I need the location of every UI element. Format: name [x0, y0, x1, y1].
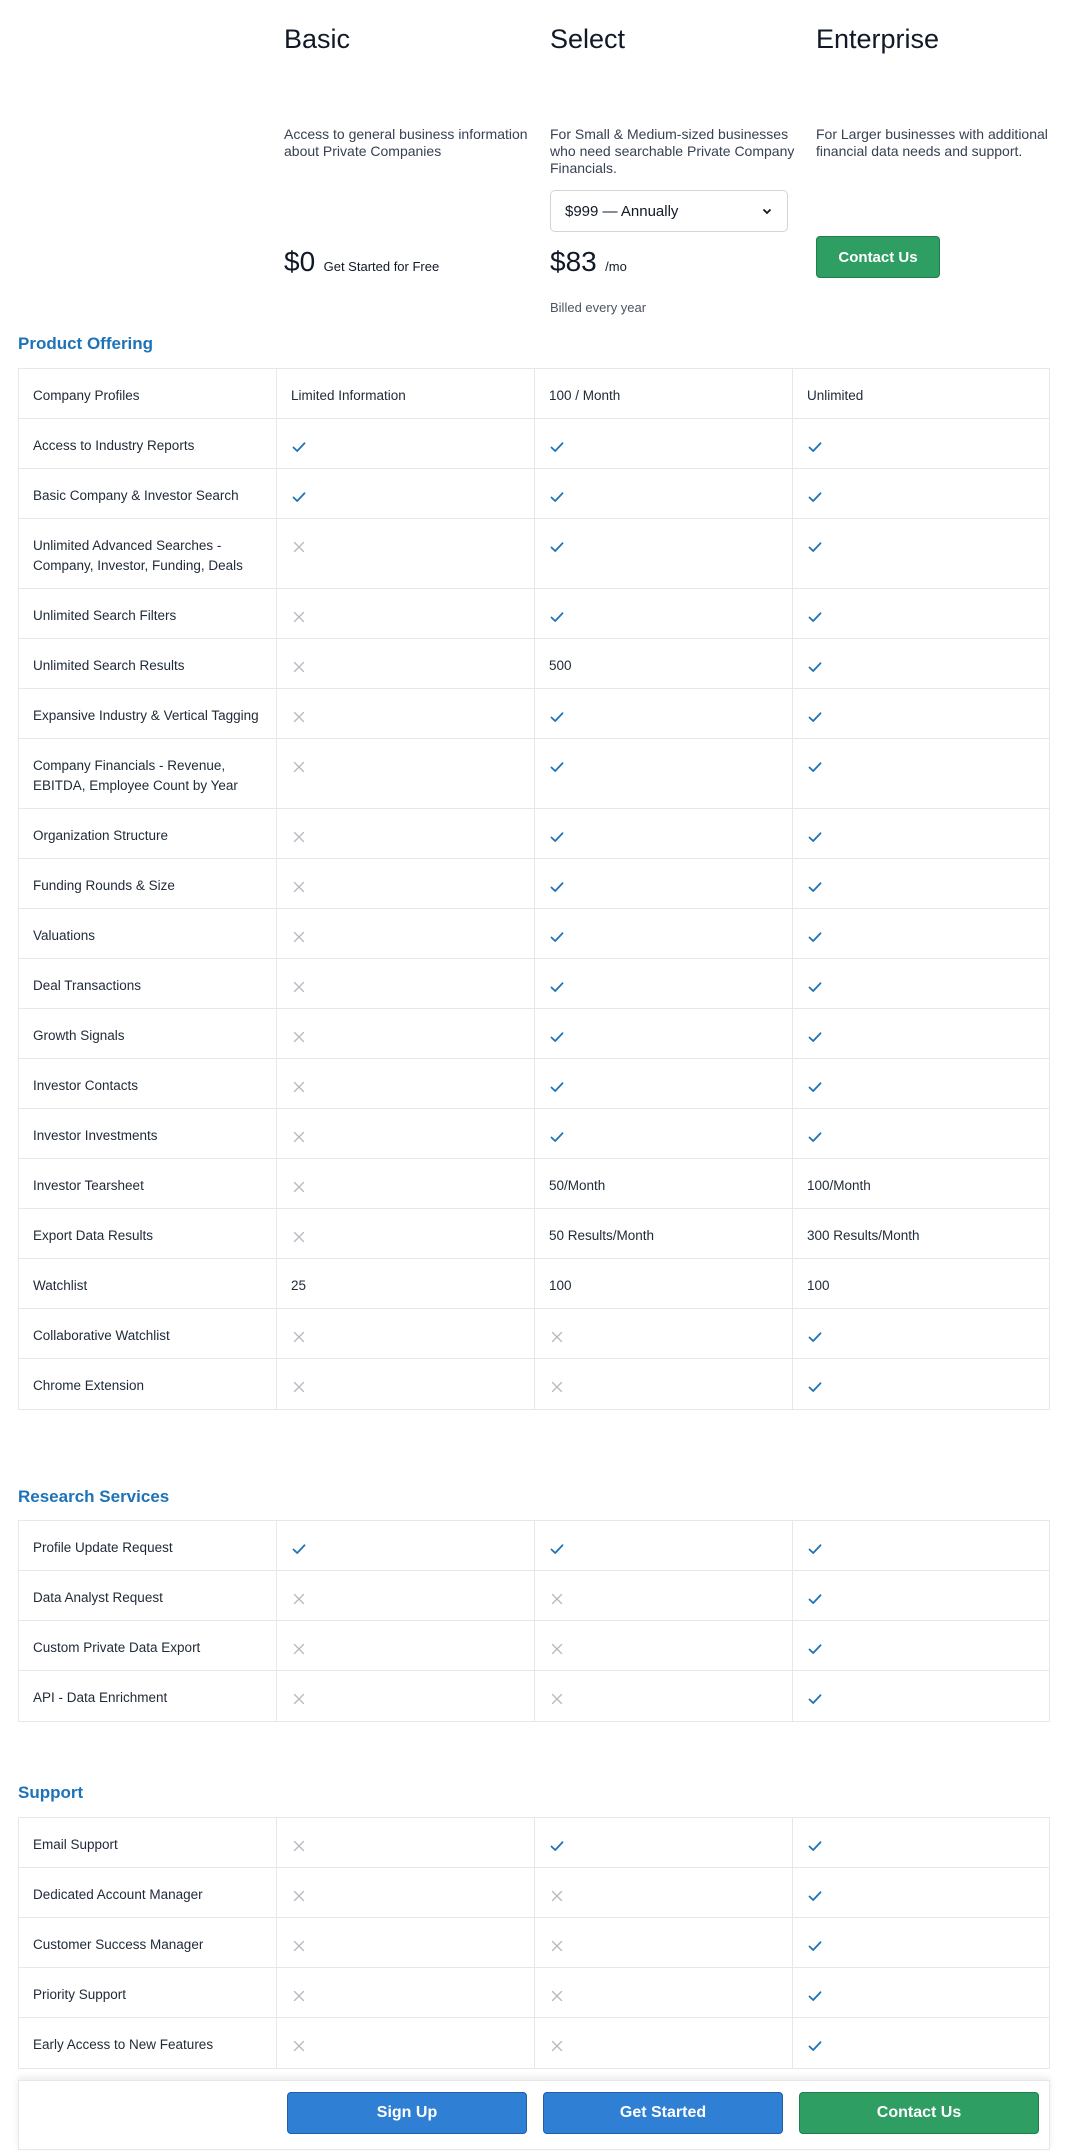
feature-value: 50 Results/Month: [535, 1209, 793, 1258]
feature-name: Valuations: [19, 909, 277, 958]
cross-icon: [549, 2038, 565, 2054]
feature-name: Funding Rounds & Size: [19, 859, 277, 908]
cross-icon: [291, 1938, 307, 1954]
included-cell: [535, 589, 793, 638]
check-icon: [807, 1541, 823, 1557]
table-row: [19, 419, 1049, 469]
included-cell: [793, 1309, 1049, 1358]
table-row: [19, 1571, 1049, 1621]
section-title-support: Support: [18, 1783, 84, 1802]
check-icon: [807, 1591, 823, 1607]
check-icon: [291, 489, 307, 505]
price-suffix-basic: Get Started for Free: [323, 259, 440, 274]
check-icon: [807, 2038, 823, 2054]
not-included-cell: [277, 1571, 535, 1620]
check-icon: [291, 439, 307, 455]
feature-name: Priority Support: [19, 1968, 277, 2017]
included-cell: [535, 689, 793, 738]
table-row: [19, 519, 1049, 589]
feature-name: Growth Signals: [19, 1009, 277, 1058]
not-included-cell: [277, 1818, 535, 1867]
not-included-cell: [535, 1868, 793, 1917]
feature-name: Watchlist: [19, 1259, 277, 1308]
included-cell: [793, 859, 1049, 908]
not-included-cell: [535, 1621, 793, 1670]
included-cell: [535, 1009, 793, 1058]
feature-name: Investor Investments: [19, 1109, 277, 1158]
cross-icon: [291, 929, 307, 945]
cross-icon: [291, 879, 307, 895]
check-icon: [549, 879, 565, 895]
cross-icon: [291, 2038, 307, 2054]
not-included-cell: [277, 1209, 535, 1258]
plan-description-enterprise: For Larger businesses with additional financial data needs and support.: [816, 126, 1048, 159]
cross-icon: [291, 709, 307, 725]
included-cell: [793, 519, 1049, 588]
table-row: [19, 589, 1049, 639]
included-cell: [793, 419, 1049, 468]
included-cell: [793, 1968, 1049, 2017]
check-icon: [807, 879, 823, 895]
included-cell: [535, 519, 793, 588]
plan-description-select: For Small & Medium-sized businesses who need searchable Private Company Financials.: [550, 126, 795, 176]
included-cell: [535, 419, 793, 468]
feature-name: Unlimited Search Results: [19, 639, 277, 688]
get-started-button[interactable]: Get Started: [543, 2092, 783, 2134]
included-cell: [793, 1571, 1049, 1620]
included-cell: [535, 1059, 793, 1108]
not-included-cell: [535, 1671, 793, 1721]
billed-note: Billed every year: [550, 300, 647, 315]
not-included-cell: [277, 639, 535, 688]
check-icon: [807, 1329, 823, 1345]
cross-icon: [549, 1329, 565, 1345]
included-cell: [535, 469, 793, 518]
not-included-cell: [277, 959, 535, 1008]
not-included-cell: [277, 859, 535, 908]
not-included-cell: [277, 1059, 535, 1108]
cross-icon: [291, 1988, 307, 2004]
not-included-cell: [277, 1009, 535, 1058]
not-included-cell: [277, 809, 535, 858]
table-row: [19, 1159, 1049, 1209]
table-row: [19, 959, 1049, 1009]
feature-name: Chrome Extension: [19, 1359, 277, 1409]
check-icon: [807, 1988, 823, 2004]
table-row: [19, 369, 1049, 419]
check-icon: [549, 539, 565, 555]
plan-name-select: Select: [550, 24, 626, 54]
feature-name: Expansive Industry & Vertical Tagging: [19, 689, 277, 738]
plan-description-basic: Access to general business information about Private Companies: [284, 126, 528, 159]
price-basic: [284, 246, 439, 278]
not-included-cell: [277, 519, 535, 588]
cross-icon: [291, 1379, 307, 1395]
table-row: [19, 1918, 1049, 1968]
table-row: [19, 689, 1049, 739]
check-icon: [807, 1129, 823, 1145]
included-cell: [535, 809, 793, 858]
feature-value: 25: [277, 1259, 535, 1308]
check-icon: [549, 489, 565, 505]
cross-icon: [549, 1888, 565, 1904]
feature-table-product-offering: [18, 368, 1050, 1410]
check-icon: [549, 1079, 565, 1095]
cross-icon: [291, 1179, 307, 1195]
cross-icon: [291, 1229, 307, 1245]
section-title-research-services: Research Services: [18, 1487, 170, 1506]
included-cell: [277, 469, 535, 518]
table-row: [19, 1059, 1049, 1109]
cross-icon: [549, 1641, 565, 1657]
not-included-cell: [277, 739, 535, 808]
cross-icon: [291, 1691, 307, 1707]
check-icon: [807, 1938, 823, 1954]
included-cell: [793, 1818, 1049, 1867]
included-cell: [535, 1109, 793, 1158]
table-row: [19, 1259, 1049, 1309]
feature-name: Profile Update Request: [19, 1521, 277, 1570]
feature-name: Deal Transactions: [19, 959, 277, 1008]
included-cell: [793, 639, 1049, 688]
feature-name: Unlimited Advanced Searches - Company, Investor, Funding, Deals: [19, 519, 277, 588]
not-included-cell: [277, 1968, 535, 2017]
check-icon: [549, 979, 565, 995]
feature-value: 100/Month: [807, 1178, 871, 1193]
check-icon: [549, 1541, 565, 1557]
not-included-cell: [535, 1309, 793, 1358]
check-icon: [549, 829, 565, 845]
included-cell: [793, 2018, 1049, 2068]
included-cell: [793, 1359, 1049, 1409]
table-row: [19, 469, 1049, 519]
check-icon: [807, 929, 823, 945]
chevron-down-icon: [761, 205, 773, 217]
check-icon: [549, 1129, 565, 1145]
check-icon: [549, 929, 565, 945]
check-icon: [807, 439, 823, 455]
cross-icon: [291, 759, 307, 775]
check-icon: [549, 1029, 565, 1045]
check-icon: [291, 1541, 307, 1557]
not-included-cell: [277, 1359, 535, 1409]
feature-value: 50/Month: [535, 1159, 793, 1208]
table-row: [19, 1209, 1049, 1259]
price-amount-basic: $0: [284, 246, 316, 277]
cross-icon: [549, 1591, 565, 1607]
feature-value: 300 Results/Month: [807, 1228, 920, 1243]
not-included-cell: [277, 1671, 535, 1721]
included-cell: [793, 469, 1049, 518]
check-icon: [549, 759, 565, 775]
included-cell: [793, 1671, 1049, 1721]
feature-name: Collaborative Watchlist: [19, 1309, 277, 1358]
cross-icon: [291, 1329, 307, 1345]
not-included-cell: [535, 1571, 793, 1620]
feature-table-support: [18, 1817, 1050, 2069]
table-row: [19, 1818, 1049, 1868]
included-cell: [793, 909, 1049, 958]
feature-value: Limited Information: [277, 369, 535, 418]
check-icon: [807, 659, 823, 675]
feature-name: Export Data Results: [19, 1209, 277, 1258]
table-row: [19, 809, 1049, 859]
feature-value: 100 / Month: [535, 369, 793, 418]
sign-up-button[interactable]: Sign Up: [287, 2092, 527, 2134]
cross-icon: [291, 1838, 307, 1854]
feature-value: Unlimited: [807, 388, 864, 403]
cross-icon: [291, 1079, 307, 1095]
price-suffix-select: /mo: [605, 259, 627, 274]
not-included-cell: [277, 909, 535, 958]
plan-header: [0, 0, 1070, 330]
included-cell: [535, 1521, 793, 1570]
check-icon: [807, 1691, 823, 1707]
check-icon: [807, 1838, 823, 1854]
included-cell: [793, 1621, 1049, 1670]
plan-name-basic: Basic: [284, 24, 351, 54]
check-icon: [807, 1079, 823, 1095]
feature-name: Company Profiles: [19, 369, 277, 418]
not-included-cell: [277, 689, 535, 738]
feature-name: Investor Tearsheet: [19, 1159, 277, 1208]
table-row: [19, 1359, 1049, 1409]
not-included-cell: [277, 1918, 535, 1967]
bottom-action-bar: [18, 2080, 1050, 2150]
table-row: [19, 1968, 1049, 2018]
feature-name: Dedicated Account Manager: [19, 1868, 277, 1917]
check-icon: [549, 609, 565, 625]
included-cell: [535, 909, 793, 958]
not-included-cell: [277, 1109, 535, 1158]
feature-name: Customer Success Manager: [19, 1918, 277, 1967]
cross-icon: [291, 1641, 307, 1657]
check-icon: [807, 609, 823, 625]
feature-value: 100: [807, 1278, 830, 1293]
feature-name: API - Data Enrichment: [19, 1671, 277, 1721]
section-title-product-offering: Product Offering: [18, 334, 154, 353]
feature-name: Company Financials - Revenue, EBITDA, Employee Count by Year: [19, 739, 277, 808]
check-icon: [807, 1641, 823, 1657]
feature-name: Organization Structure: [19, 809, 277, 858]
feature-name: Email Support: [19, 1818, 277, 1867]
included-cell: [793, 739, 1049, 808]
cross-icon: [549, 1691, 565, 1707]
included-cell: [793, 809, 1049, 858]
check-icon: [807, 979, 823, 995]
feature-name: Data Analyst Request: [19, 1571, 277, 1620]
not-included-cell: [535, 2018, 793, 2068]
feature-name: Unlimited Search Filters: [19, 589, 277, 638]
cross-icon: [291, 659, 307, 675]
check-icon: [807, 1379, 823, 1395]
included-cell: [535, 959, 793, 1008]
included-cell: [793, 1918, 1049, 1967]
cross-icon: [291, 1888, 307, 1904]
table-row: [19, 859, 1049, 909]
price-amount-select: $83: [550, 246, 597, 277]
table-row: [19, 909, 1049, 959]
not-included-cell: [535, 1968, 793, 2017]
included-cell: [793, 1521, 1049, 1570]
feature-value: 500: [535, 639, 793, 688]
included-cell: [535, 739, 793, 808]
included-cell: [793, 1868, 1049, 1917]
feature-value: 100: [535, 1259, 793, 1308]
not-included-cell: [535, 1918, 793, 1967]
cross-icon: [549, 1988, 565, 2004]
feature-table-research-services: [18, 1520, 1050, 1722]
cross-icon: [549, 1379, 565, 1395]
table-row: [19, 1309, 1049, 1359]
plan-name-enterprise: Enterprise: [816, 24, 940, 54]
feature-name: Early Access to New Features: [19, 2018, 277, 2068]
not-included-cell: [535, 1359, 793, 1409]
contact-us-button[interactable]: Contact Us: [816, 236, 940, 278]
not-included-cell: [277, 589, 535, 638]
cross-icon: [291, 539, 307, 555]
included-cell: [793, 1059, 1049, 1108]
feature-name: Custom Private Data Export: [19, 1621, 277, 1670]
included-cell: [793, 1009, 1049, 1058]
table-row: [19, 639, 1049, 689]
table-row: [19, 1009, 1049, 1059]
included-cell: [535, 1818, 793, 1867]
check-icon: [549, 439, 565, 455]
check-icon: [807, 709, 823, 725]
not-included-cell: [277, 1159, 535, 1208]
check-icon: [807, 539, 823, 555]
billing-select-value: $999 — Annually: [565, 202, 679, 220]
table-row: [19, 739, 1049, 809]
included-cell: [535, 859, 793, 908]
table-row: [19, 2018, 1049, 2068]
cross-icon: [291, 979, 307, 995]
cross-icon: [291, 609, 307, 625]
check-icon: [807, 489, 823, 505]
not-included-cell: [277, 1621, 535, 1670]
not-included-cell: [277, 1309, 535, 1358]
cross-icon: [291, 1029, 307, 1045]
included-cell: [277, 419, 535, 468]
included-cell: [793, 959, 1049, 1008]
table-row: [19, 1521, 1049, 1571]
not-included-cell: [277, 1868, 535, 1917]
check-icon: [549, 1838, 565, 1854]
feature-name: Access to Industry Reports: [19, 419, 277, 468]
included-cell: [793, 589, 1049, 638]
cross-icon: [291, 1591, 307, 1607]
cross-icon: [291, 829, 307, 845]
check-icon: [549, 709, 565, 725]
check-icon: [807, 1888, 823, 1904]
not-included-cell: [277, 2018, 535, 2068]
included-cell: [793, 1109, 1049, 1158]
included-cell: [277, 1521, 535, 1570]
check-icon: [807, 1029, 823, 1045]
cross-icon: [291, 1129, 307, 1145]
bottom-contact-us-button[interactable]: Contact Us: [799, 2092, 1039, 2134]
table-row: [19, 1671, 1049, 1721]
table-row: [19, 1109, 1049, 1159]
check-icon: [807, 759, 823, 775]
check-icon: [807, 829, 823, 845]
feature-name: Investor Contacts: [19, 1059, 277, 1108]
cross-icon: [549, 1938, 565, 1954]
feature-name: Basic Company & Investor Search: [19, 469, 277, 518]
included-cell: [793, 689, 1049, 738]
table-row: [19, 1868, 1049, 1918]
price-select: [550, 246, 627, 278]
table-row: [19, 1621, 1049, 1671]
billing-select[interactable]: [550, 190, 788, 232]
